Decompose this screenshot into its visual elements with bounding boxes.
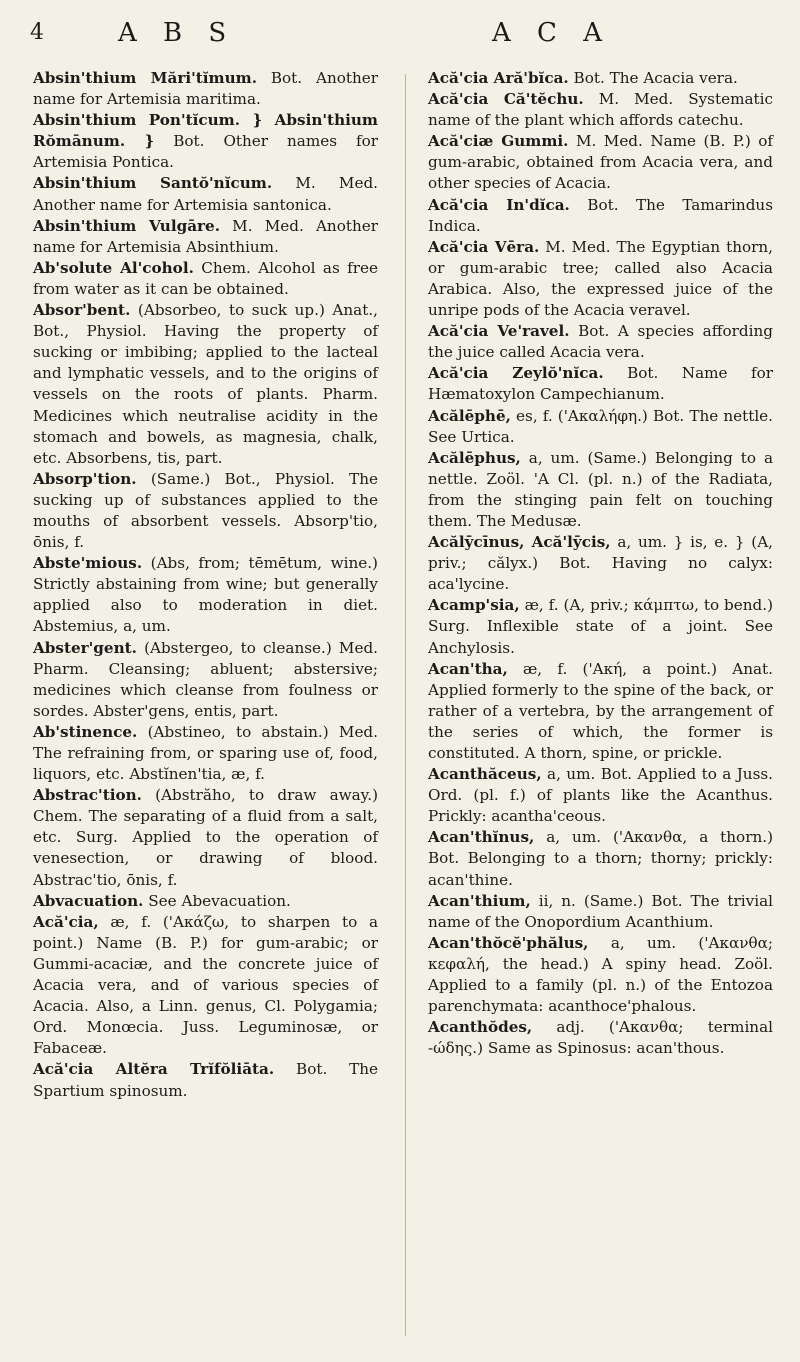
headword: Absin'thium Santŏ'nĭcum.: [33, 174, 273, 193]
headword: Absin'thium Mări'tĭmum.: [33, 69, 258, 87]
dictionary-entry: [428, 448, 773, 532]
definition: M. Med. Another name for Artemisia santonica.: [33, 174, 378, 214]
headword: Acălȳcīnus, Acă'lȳcis,: [428, 533, 611, 552]
headword: Acă'cia Vēra.: [428, 237, 540, 256]
left-running-head: A B S: [118, 18, 236, 48]
definition: a, um. ('Ακανθα, a thorn.) Bot. Belonging to a thorn; thorny; prickly: acan'thine.: [428, 828, 773, 889]
definition: (Abstrăho, to draw away.) Chem. The separating of a fluid from a salt, etc. Surg. Applied to the operation of venesection, or drawing of blood. Abstrac'tio, ōnis, f.: [33, 786, 378, 889]
dictionary-entry: [33, 638, 378, 722]
dictionary-entry: [33, 300, 378, 469]
headword: Acan'thĭnus,: [428, 828, 535, 847]
definition: Chem. Alcohol as free from water as it can be obtained.: [33, 258, 378, 298]
headword: Acă'cia In'dĭca.: [428, 195, 570, 214]
definition: a, um. (Same.) Belonging to a nettle. Zoöl. 'A Cl. (pl. n.) of the Radiata, from the stinging pain felt on touching them. The Medusæ.: [428, 448, 773, 530]
headword: Acă'cia Ară'bĭca.: [428, 69, 569, 87]
dictionary-entry: [33, 722, 378, 785]
definition: (Absorbeo, to suck up.) Anat., Bot., Physiol. Having the property of sucking or imbibing; applied to the lacteal and lymphatic vessels, and to the origins of vessels on the roots of plants. Pharm. Medicines which neutralise acidity in the stomach and bowels, as magnesia, chalk, etc. Absorbens, tis, part.: [33, 301, 378, 467]
dictionary-entry: [33, 785, 378, 890]
dictionary-entry: [428, 933, 773, 1017]
dictionary-entry: [33, 173, 378, 215]
dictionary-entry: [428, 68, 773, 89]
headword: Ab'stinence.: [33, 722, 138, 741]
definition: (Abstineo, to abstain.) Med. The refraining from, or sparing use of, food, liquors, etc. Abstĭnen'tia, æ, f.: [33, 722, 378, 784]
definition: es, f. ('Ακαλήφη.) Bot. The nettle. See Urtica.: [428, 406, 773, 446]
definition: M. Med. Name (B. P.) of gum-arabic, obtained from Acacia vera, and other species of Acacia.: [428, 132, 773, 193]
headword: Acă'cia Ve'ravel.: [428, 322, 570, 341]
dictionary-entry: [428, 363, 773, 405]
headword: Absin'thium Vulgāre.: [33, 216, 221, 235]
dictionary-entry: [33, 891, 378, 912]
definition: Bot. The Tamarindus Indica.: [428, 195, 773, 235]
definition: Bot. Name for Hæmatoxylon Campechianum.: [428, 364, 773, 404]
dictionary-entry: [428, 195, 773, 237]
definition: ii, n. (Same.) Bot. The trivial name of the Onopordium Acanthium.: [428, 891, 773, 931]
definition: adj. ('Ακανθα; terminal -ώδης.) Same as Spinosus: acan'thous.: [428, 1018, 773, 1058]
headword: Absin'thium Pon'tĭcum. } Absin'thium Rŏmānum. }: [33, 111, 378, 151]
dictionary-entry: [33, 1059, 378, 1101]
headword: Acă'ciæ Gummi.: [428, 132, 569, 151]
dictionary-entry: [428, 891, 773, 933]
right-column: [428, 68, 773, 1059]
headword: Acan'tha,: [428, 659, 508, 678]
headword: Acălēphē,: [428, 406, 511, 425]
headword: Acanthŏdes,: [428, 1018, 533, 1037]
definition: æ, f. (A, priv.; κάμπτω, to bend.) Surg. Inflexible state of a joint. See Anchylosis.: [428, 596, 773, 657]
dictionary-entry: [428, 827, 773, 890]
dictionary-entry: [428, 131, 773, 194]
right-running-head: A C A: [492, 18, 611, 48]
headword: Abstrac'tion.: [33, 786, 142, 805]
definition: Bot. Another name for Artemisia maritima.: [33, 69, 379, 109]
headword: Abste'mious.: [33, 554, 143, 573]
dictionary-entry: [33, 553, 378, 637]
column-divider: [405, 74, 406, 1336]
headword: Acamp'sia,: [428, 596, 520, 615]
dictionary-entry: [33, 216, 378, 258]
page-header: [0, 14, 800, 62]
dictionary-entry: [428, 237, 773, 321]
headword: Abster'gent.: [33, 638, 137, 657]
definition: M. Med. Another name for Artemisia Absinthium.: [33, 216, 378, 256]
headword: Acălēphus,: [428, 448, 521, 467]
headword: Acanthăceus,: [428, 765, 542, 784]
dictionary-entry: [33, 68, 378, 110]
headword: Acă'cia Altĕra Trĭfŏliāta.: [33, 1060, 275, 1079]
dictionary-entry: [428, 406, 773, 448]
dictionary-entry: [33, 912, 378, 1060]
dictionary-entry: [428, 595, 773, 658]
headword: Acan'thium,: [428, 891, 531, 910]
headword: Acan'thŏcĕ'phălus,: [428, 933, 589, 952]
definition: a, um. } is, e. } (A, priv.; călyx.) Bot. Having no calyx: aca'lycine.: [428, 533, 773, 594]
dictionary-entry: [428, 1017, 773, 1059]
headword: Absor'bent.: [33, 301, 131, 320]
dictionary-entry: [33, 469, 378, 553]
dictionary-entry: [428, 89, 773, 131]
definition: Bot. The Spartium spinosum.: [33, 1060, 379, 1100]
page-number: 4: [30, 20, 44, 45]
definition: a, um. ('Ακανθα; κεφαλή, the head.) A spiny head. Zoöl. Applied to a family (pl. n.) of the Entozoa parenchymata: acanthoce'phalous.: [428, 933, 773, 1016]
definition: (Abstergeo, to cleanse.) Med. Pharm. Cleansing; abluent; abstersive; medicines which cleanse from foulness or sordes. Abster'gens, entis, part.: [33, 638, 378, 720]
headword: Acă'cia Zeylŏ'nĭca.: [428, 364, 604, 383]
dictionary-entry: [33, 110, 378, 173]
headword: Absorp'tion.: [33, 469, 137, 488]
definition: æ, f. ('Ακάζω, to sharpen to a point.) Name (B. P.) for gum-arabic; or Gummi-acaciæ, and the concrete juice of Acacia vera, and of various species of Acacia. Also, a Linn. genus, Cl. Polygamia; Ord. Monœcia. Juss. Leguminosæ, or Fabaceæ.: [33, 912, 378, 1058]
headword: Ab'solute Al'cohol.: [33, 258, 194, 277]
headword: Abvacuation.: [33, 891, 144, 910]
definition: æ, f. ('Ακή, a point.) Anat. Applied formerly to the spine of the back, or rather of a vertebra, by the arrangement of the series of which, the former is constituted. A thorn, spine, or prickle.: [428, 659, 773, 762]
definition: See Abevacuation.: [143, 891, 291, 910]
headword: Acă'cia,: [33, 912, 99, 931]
dictionary-entry: [428, 321, 773, 363]
definition: M. Med. Systematic name of the plant which affords catechu.: [428, 90, 773, 130]
definition: Bot. Other names for Artemisia Pontica.: [33, 132, 378, 172]
dictionary-entry: [428, 659, 773, 764]
definition: Bot. A species affording the juice called Acacia vera.: [428, 322, 773, 362]
headword: Acă'cia Că'tĕchu.: [428, 90, 584, 109]
definition: Bot. The Acacia vera.: [568, 69, 738, 87]
definition: M. Med. The Egyptian thorn, or gum-arabic tree; called also Acacia Arabica. Also, the expressed juice of the unripe pods of the Acacia veravel.: [428, 237, 774, 320]
dictionary-entry: [428, 532, 773, 595]
definition: a, um. Bot. Applied to a Juss. Ord. (pl. f.) of plants like the Acanthus. Prickly: acantha'ceous.: [428, 765, 773, 826]
left-column: [33, 68, 378, 1102]
definition: (Abs, from; tēmētum, wine.) Strictly abstaining from wine; but generally applied also to moderation in diet. Abstemius, a, um.: [33, 554, 378, 636]
definition: (Same.) Bot., Physiol. The sucking up of substances applied to the mouths of absorbent vessels. Absorp'tio, ōnis, f.: [33, 469, 378, 552]
dictionary-entry: [33, 258, 378, 300]
dictionary-entry: [428, 764, 773, 827]
